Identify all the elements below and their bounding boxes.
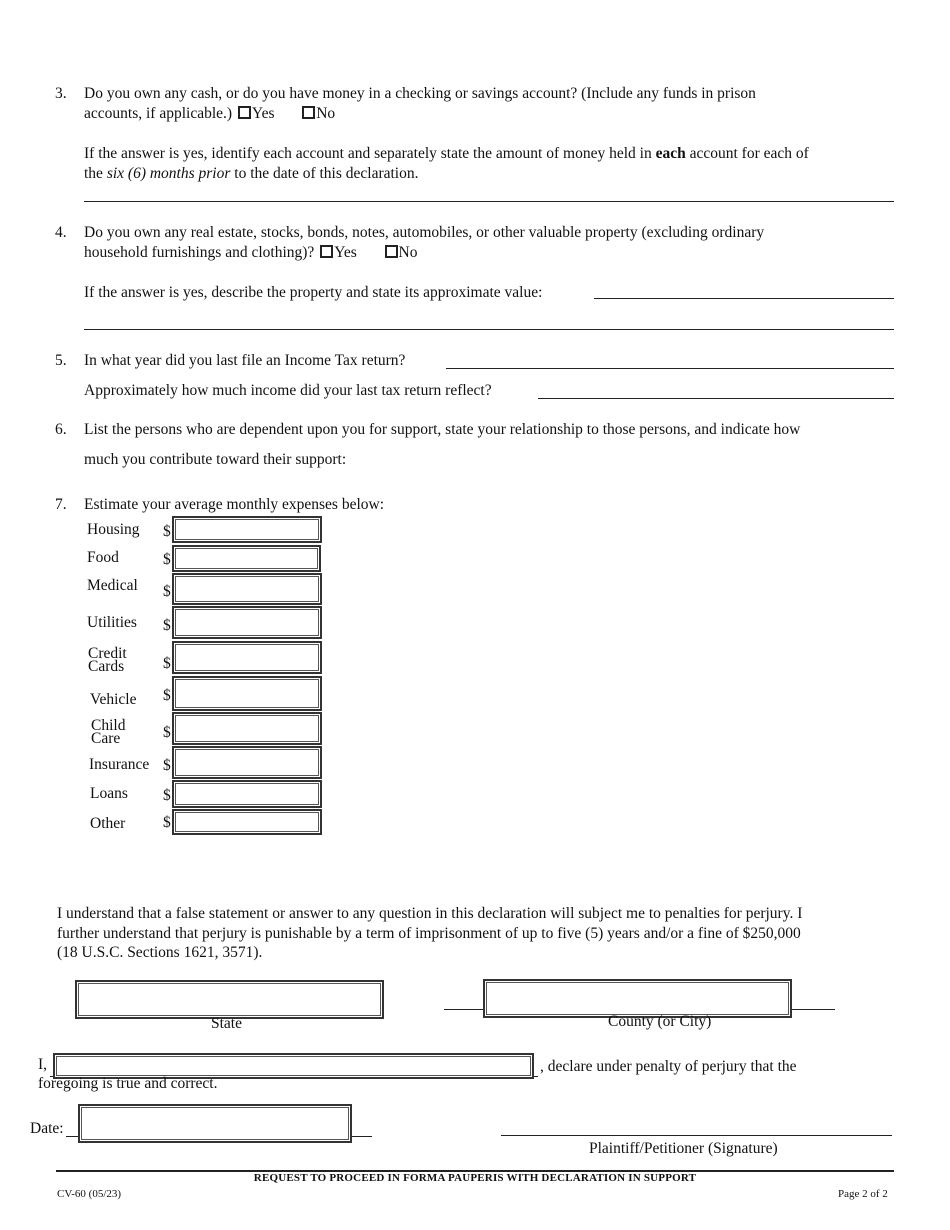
expense-dollar-other: $ — [163, 814, 171, 831]
q3-yes-label: Yes — [251, 105, 275, 122]
q3-followup-text-end: account for each of — [685, 145, 809, 162]
expense-input-medical[interactable] — [172, 573, 322, 605]
q7-question: Estimate your average monthly expenses below: — [84, 496, 385, 513]
declare-text-2: foregoing is true and correct. — [38, 1075, 218, 1092]
expense-label-vehicle: Vehicle — [90, 691, 137, 708]
expense-dollar-credit-cards: $ — [163, 655, 171, 672]
q4-value-line[interactable] — [594, 298, 894, 299]
perjury-line1: I understand that a false statement or answer to any question in this declaration will subject me to penalties for perjury. I — [57, 905, 803, 922]
expense-label-medical: Medical — [87, 577, 138, 594]
q5-number: 5. — [55, 352, 67, 369]
date-label: Date: — [30, 1120, 64, 1137]
date-input[interactable] — [78, 1104, 352, 1143]
q4-question-line2 — [84, 244, 417, 262]
q4-yes-checkbox[interactable] — [320, 245, 333, 258]
q5-question-line1: In what year did you last file an Income Tax return? — [84, 352, 406, 369]
state-label: State — [211, 1015, 242, 1032]
q3-followup-line1 — [84, 145, 809, 163]
declarant-prefix: I, — [38, 1056, 48, 1073]
page-number: Page 2 of 2 — [838, 1188, 888, 1200]
q4-question-text: household furnishings and clothing)? — [84, 244, 315, 261]
expense-input-utilities[interactable] — [172, 606, 322, 639]
q3-followup-line2 — [84, 165, 418, 183]
q3-answer-line[interactable] — [84, 201, 894, 202]
expense-label-loans: Loans — [90, 785, 128, 802]
expense-label-other: Other — [90, 815, 126, 832]
q5-question-line2: Approximately how much income did your last tax return reflect? — [84, 382, 492, 399]
q4-no-checkbox[interactable] — [385, 245, 398, 258]
expense-dollar-medical: $ — [163, 583, 171, 600]
q3-question-line1: Do you own any cash, or do you have money in a checking or savings account? (Include any funds in prison — [84, 85, 756, 102]
q3-question-text: accounts, if applicable.) — [84, 105, 233, 122]
signature-line[interactable] — [501, 1135, 892, 1136]
footer-title: REQUEST TO PROCEED IN FORMA PAUPERIS WITH DECLARATION IN SUPPORT — [253, 1172, 697, 1184]
state-input[interactable] — [75, 980, 384, 1019]
q3-no-label: No — [316, 105, 336, 122]
county-label: County (or City) — [608, 1013, 712, 1030]
q3-followup-text: If the answer is yes, identify each account and separately state the amount of money held in — [84, 145, 656, 162]
expense-label-utilities: Utilities — [87, 614, 137, 631]
expense-dollar-utilities: $ — [163, 617, 171, 634]
q5-income-line[interactable] — [538, 398, 894, 399]
q6-question-line2: much you contribute toward their support: — [84, 451, 347, 468]
q3-yes-checkbox[interactable] — [238, 106, 251, 119]
expense-label-credit-cards: Credit Cards — [88, 645, 127, 675]
q5-year-line[interactable] — [446, 368, 894, 369]
expense-input-insurance[interactable] — [172, 746, 322, 779]
q3-number: 3. — [55, 85, 67, 102]
q3-followup2-italic: six (6) months prior — [106, 165, 231, 182]
expense-dollar-child-care: $ — [163, 724, 171, 741]
q4-answer-line[interactable] — [84, 329, 894, 330]
q3-question-line2 — [84, 105, 335, 123]
q4-yes-label: Yes — [334, 244, 357, 261]
expense-dollar-housing: $ — [163, 523, 171, 540]
q4-no-label: No — [398, 244, 418, 261]
expense-dollar-loans: $ — [163, 787, 171, 804]
form-id: CV-60 (05/23) — [57, 1188, 122, 1200]
q3-followup2-text-end: to the date of this declaration. — [230, 165, 419, 182]
signature-label: Plaintiff/Petitioner (Signature) — [589, 1140, 778, 1157]
q3-followup-bold: each — [655, 145, 686, 162]
q4-number: 4. — [55, 224, 67, 241]
q4-question-line1: Do you own any real estate, stocks, bonds, notes, automobiles, or other valuable property (excluding ordinary — [84, 224, 765, 241]
expense-dollar-vehicle: $ — [163, 687, 171, 704]
expense-label-housing: Housing — [87, 521, 140, 538]
expense-label-insurance: Insurance — [89, 756, 150, 773]
expense-dollar-insurance: $ — [163, 757, 171, 774]
declare-text: , declare under penalty of perjury that the — [540, 1058, 797, 1075]
perjury-line3: (18 U.S.C. Sections 1621, 3571). — [57, 944, 263, 961]
expense-input-loans[interactable] — [172, 780, 322, 808]
expense-input-credit-cards[interactable] — [172, 641, 322, 674]
expense-input-child-care[interactable] — [172, 712, 322, 745]
q6-question-line1: List the persons who are dependent upon you for support, state your relationship to those persons, and indicate how — [84, 421, 801, 438]
q3-no-checkbox[interactable] — [302, 106, 315, 119]
expense-input-food[interactable] — [172, 545, 321, 572]
q3-followup2-text: the — [84, 165, 107, 182]
q6-number: 6. — [55, 421, 67, 438]
expense-dollar-food: $ — [163, 551, 171, 568]
expense-input-other[interactable] — [172, 809, 322, 835]
q7-number: 7. — [55, 496, 67, 513]
expense-input-housing[interactable] — [172, 516, 322, 543]
expense-label-child-care: Child Care — [91, 717, 126, 747]
perjury-line2: further understand that perjury is punishable by a term of imprisonment of up to five (5) years and/or a fine of $250,000 — [57, 925, 801, 942]
q4-followup: If the answer is yes, describe the property and state its approximate value: — [84, 284, 543, 301]
expense-label-food: Food — [87, 549, 119, 566]
expense-input-vehicle[interactable] — [172, 676, 322, 711]
